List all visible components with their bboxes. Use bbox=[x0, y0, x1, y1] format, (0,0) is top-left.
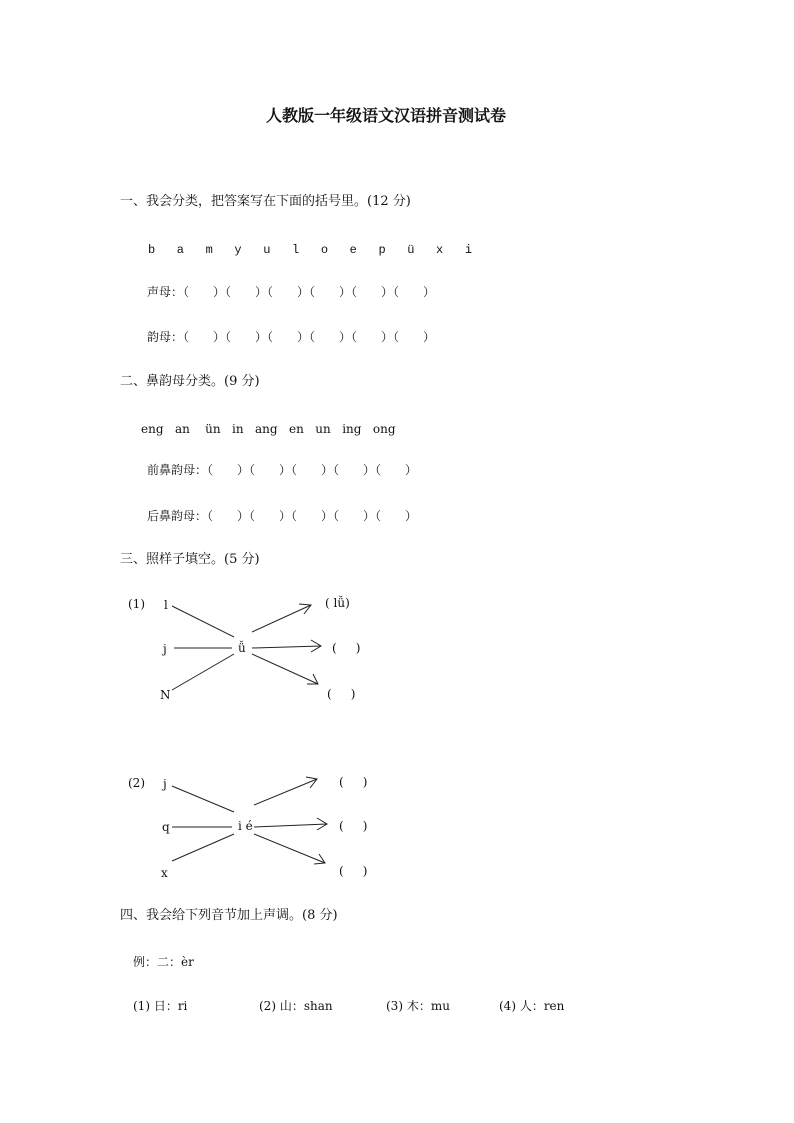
section-2-front-nasal-row: 前鼻韵母：（ ）（ ）（ ）（ ）（ ） bbox=[147, 463, 418, 477]
diagram-1-left-3: N bbox=[160, 688, 171, 702]
diagram-2-arrow-bottom bbox=[254, 834, 325, 863]
diagram-1-number: (1) bbox=[128, 597, 145, 611]
diagram-2-line-j bbox=[172, 786, 234, 812]
section-4-heading: 四、我会给下列音节加上声调。(8 分) bbox=[120, 908, 338, 923]
section-4-item-3: (3) 木：mu bbox=[386, 999, 450, 1013]
diagram-2-right-3: ( ) bbox=[339, 864, 368, 878]
diagram-1-arrow-bottom bbox=[252, 654, 318, 684]
section-1-vowels-row: 韵母：（ ）（ ）（ ）（ ）（ ）（ ） bbox=[147, 330, 436, 344]
diagram-2-right-2: ( ) bbox=[339, 819, 368, 833]
section-4-item-1: (1) 日：ri bbox=[133, 999, 188, 1013]
section-4-item-2: (2) 山：shan bbox=[259, 999, 333, 1013]
section-3-heading: 三、照样子填空。(5 分) bbox=[120, 552, 260, 567]
diagram-2-arrow-top bbox=[254, 779, 317, 805]
page-title: 人教版一年级语文汉语拼音测试卷 bbox=[266, 106, 507, 125]
section-2-letters: eng an ün in ang en un ing ong bbox=[141, 422, 396, 436]
diagram-1-right-2: ( ) bbox=[332, 641, 361, 655]
section-2-heading: 二、鼻韵母分类。(9 分) bbox=[120, 374, 260, 389]
diagram-1-right-3: ( ) bbox=[327, 687, 356, 701]
diagram-2-right-1: ( ) bbox=[339, 775, 368, 789]
diagram-1-arrow-top bbox=[252, 605, 311, 632]
diagram-2-left-1: j bbox=[163, 777, 167, 791]
diagram-2-left-3: x bbox=[161, 866, 168, 880]
diagram-1-center: ǚ bbox=[238, 641, 246, 655]
diagram-2-number: (2) bbox=[128, 776, 145, 790]
diagram-1-arrow-mid bbox=[252, 646, 321, 648]
diagram-2-center: i é bbox=[238, 819, 253, 833]
diagram-1-line-n bbox=[172, 654, 234, 690]
section-2-back-nasal-row: 后鼻韵母：（ ）（ ）（ ）（ ）（ ） bbox=[147, 509, 418, 523]
diagram-2-line-x bbox=[172, 834, 234, 861]
section-1-heading: 一、我会分类，把答案写在下面的括号里。(12 分) bbox=[120, 194, 411, 209]
diagram-2-arrow-mid bbox=[254, 824, 327, 827]
section-4-example: 例：二：èr bbox=[133, 955, 194, 969]
diagram-1-line-l bbox=[172, 606, 234, 637]
diagram-1-left-1: l bbox=[164, 598, 168, 612]
section-1-consonants-row: 声母：（ ）（ ）（ ）（ ）（ ）（ ） bbox=[147, 285, 436, 299]
section-4-item-4: (4) 人：ren bbox=[499, 999, 565, 1013]
section-1-letters: b a m y u l o e p ü x i bbox=[148, 243, 473, 257]
diagram-1-arrowhead-bottom bbox=[307, 674, 318, 684]
diagram-2-left-2: q bbox=[162, 820, 170, 834]
diagram-1-right-1: ( lǚ) bbox=[325, 596, 350, 610]
diagram-1-left-2: j bbox=[163, 642, 167, 656]
